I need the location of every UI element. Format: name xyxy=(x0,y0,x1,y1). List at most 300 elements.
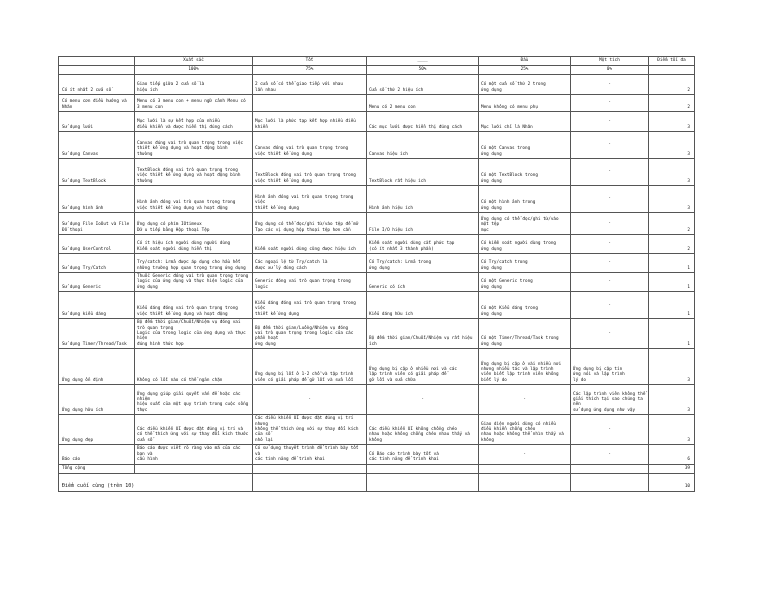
cell-text: Các điều khiển UI không chồng chéo xyxy=(369,427,457,433)
cell-text: Ứng dụng bị cập ở nhiều nơi và các xyxy=(369,367,457,373)
criterion-text: Sử dụng Timer/Thread/Task xyxy=(62,341,127,347)
cell-text: - xyxy=(523,397,526,403)
level-cell xyxy=(479,292,571,319)
cell-text: ứng nói và lập trình xyxy=(573,372,625,378)
level-cell xyxy=(253,415,367,445)
cell-text: Ứng dụng có phím IOtimeux xyxy=(137,222,202,228)
level-cell xyxy=(135,292,253,319)
rubric-row xyxy=(59,273,695,292)
cell-text: Có một TextBlock trong xyxy=(481,173,538,179)
score-cell: 1 xyxy=(649,319,695,349)
score-cell: 6 xyxy=(649,445,695,464)
level-cell xyxy=(135,75,253,95)
level-cell xyxy=(135,273,253,292)
cell-text: - xyxy=(608,196,611,202)
cell-text: Các điều khiển UI được đặt đúng vị trí nhưng xyxy=(255,416,354,427)
cell-text: Có một hình ảnh trong xyxy=(481,200,536,206)
cell-text: Ứng dụng có thể đọc/ghi từ/vào một tệp xyxy=(481,216,559,228)
level-cell xyxy=(367,186,479,213)
rubric-row xyxy=(59,235,695,254)
level-cell xyxy=(135,319,253,349)
rubric-row xyxy=(59,292,695,319)
criterion-text: Báo cáo xyxy=(62,457,81,463)
criterion-cell xyxy=(59,95,135,112)
cell-text: Kiểu dáng đóng vai trò quan trọng trong xyxy=(137,306,238,312)
cell-text: Mục lưới chỉ là Nhãn xyxy=(481,124,533,130)
cell-text: Có một Kiểu dáng trong xyxy=(481,306,538,312)
cell-text: - xyxy=(608,220,611,226)
level-cell xyxy=(135,349,253,385)
cell-text: Logic của trong logic của ứng dụng và thực hiện xyxy=(137,331,246,342)
rubric-table xyxy=(58,56,695,492)
cell-text: TextBlock rất hiệu ích xyxy=(369,178,426,184)
level-cell xyxy=(367,292,479,319)
level-cell xyxy=(135,445,253,464)
cell-text: - xyxy=(608,302,611,308)
cell-text: thiết kế ứng dụng và hoạt động bình xyxy=(137,146,228,152)
level-cell xyxy=(253,75,367,95)
cell-text: Canvas đúng vai trò quan trọng trong việc xyxy=(137,140,244,146)
level-cell xyxy=(571,112,649,132)
level-cell xyxy=(253,235,367,254)
cell-text: hiệu ích xyxy=(137,87,158,93)
cell-text: cấu hình xyxy=(137,457,158,463)
score-cell: 1 xyxy=(649,292,695,319)
cell-text: ứng dụng xyxy=(481,284,502,290)
cell-text: Các điều khiển UI được đặt đúng vị trí và xyxy=(137,427,244,433)
header-level: Xuất sắc xyxy=(135,57,253,66)
level-cell xyxy=(571,273,649,292)
level-cell xyxy=(571,159,649,186)
criterion-text: Ứng dụng đẹp xyxy=(62,437,94,443)
cell-text: Generic có ích xyxy=(369,284,406,290)
cell-text: Canvas đóng vai trò quan trọng trong xyxy=(255,146,349,152)
total-label: Tổng cộng xyxy=(59,464,135,473)
level-cell xyxy=(367,112,479,132)
cell-text: Menu không có menu phụ xyxy=(481,104,538,110)
level-cell xyxy=(479,445,571,464)
level-cell xyxy=(571,445,649,464)
cell-text: Generic đóng vai trò quan trọng trong xyxy=(255,279,351,285)
score-cell: 2 xyxy=(649,235,695,254)
cell-text: Kiểu dáng hữu ích xyxy=(369,311,413,317)
cell-text: các tính năng để trình khai xyxy=(369,457,439,463)
cell-text: - xyxy=(308,397,311,403)
cell-text: Các lập trình viên không thể xyxy=(573,391,646,397)
criterion-cell xyxy=(59,254,135,273)
cell-text: - xyxy=(608,81,611,87)
level-cell xyxy=(135,95,253,112)
criterion-cell xyxy=(59,235,135,254)
cell-text: Dữ u tiếp bằng Hộp thoại Tệp xyxy=(137,227,210,233)
level-cell xyxy=(253,349,367,385)
cell-text: Có Try/catch: Lrmả trong xyxy=(369,260,432,266)
level-cell xyxy=(479,415,571,445)
score-cell: 1 xyxy=(649,273,695,292)
rubric-row xyxy=(59,112,695,132)
total-score: 39 xyxy=(649,464,695,473)
cell-text: Giao diện người dùng có nhiều điều khiển chồng chéo xyxy=(481,421,557,433)
cell-text: hiệu suất của một quy trình trong cuộc sống thực xyxy=(137,402,249,413)
criterion-text: Sử dụng UserControl xyxy=(62,246,112,252)
cell-text: Ứng dụng có thể đọc/ghi từ/vào tệp để mở xyxy=(255,222,359,228)
cell-text: - xyxy=(523,451,526,457)
rubric-row xyxy=(59,415,695,445)
cell-text: Kiểm soát người dùng hiển thị xyxy=(137,246,213,252)
level-cell xyxy=(253,292,367,319)
cell-text: - xyxy=(608,169,611,175)
cell-text: thường xyxy=(137,178,153,184)
level-cell xyxy=(571,75,649,95)
level-cell xyxy=(135,132,253,159)
cell-text: Bộ đếm thời gian/Chuỗi/Nhiệm vụ rất hiệu ích xyxy=(369,336,473,347)
score-cell: 2 xyxy=(649,95,695,112)
score-cell: 3 xyxy=(649,112,695,132)
header-row-levels xyxy=(59,57,695,66)
cell-text: ứng dụng xyxy=(255,341,276,347)
header-level: Đầu xyxy=(479,57,571,66)
cell-text: Ứng dụng bị lỗi ở 1-2 chỗ và tập trình xyxy=(255,372,354,378)
criterion-cell xyxy=(59,159,135,186)
level-cell xyxy=(367,385,479,415)
criterion-cell xyxy=(59,385,135,415)
final-label: Điểm cuối cùng (trên 10) xyxy=(59,473,253,491)
cell-text: ứng dụng xyxy=(481,178,502,184)
level-cell xyxy=(253,159,367,186)
criterion-cell xyxy=(59,319,135,349)
rubric-row xyxy=(59,349,695,385)
rubric-sheet xyxy=(58,56,694,492)
level-cell xyxy=(253,254,367,273)
level-cell xyxy=(571,213,649,235)
level-cell xyxy=(571,349,649,385)
level-cell xyxy=(571,132,649,159)
level-cell xyxy=(479,213,571,235)
cell-text: Thuốc Generic đóng vai trò quan trọng trong xyxy=(137,274,249,279)
level-cell xyxy=(479,254,571,273)
cell-text: ứng dụng xyxy=(481,341,502,347)
cell-text: File I/O hiệu ích xyxy=(369,227,413,233)
cell-text: Ứng dụng giúp giải quyết vấn đề hoặc các nhiệm xyxy=(137,391,241,403)
score-cell: 3 xyxy=(649,385,695,415)
cell-text: Menu có 3 menu con + menu ngữ cảnh Menu có 3 menu con xyxy=(137,99,246,110)
cell-text: ứng dụng xyxy=(481,246,502,252)
cell-text: - xyxy=(608,241,611,247)
cell-text: không thể thích ứng với sự thay đổi kích của sổ xyxy=(255,427,359,438)
rubric-row xyxy=(59,132,695,159)
level-cell xyxy=(367,132,479,159)
cell-text: Có một Timer/Thread/Task trong xyxy=(481,336,559,342)
cell-text: đúng hình thức hợp xyxy=(137,341,184,347)
header-level: ____ xyxy=(367,57,479,66)
cell-text: việc thiết kế ứng dụng xyxy=(255,151,312,157)
criterion-cell xyxy=(59,132,135,159)
criterion-text: Sử dụng Generic xyxy=(62,284,101,290)
cell-text: mục xyxy=(481,227,489,233)
cell-text: lý do xyxy=(573,377,586,383)
criterion-text: Sử dụng Try/Catch xyxy=(62,265,106,271)
level-cell xyxy=(253,385,367,415)
cell-text: Try/catch: Lrmả được áp dụng cho hầu hết xyxy=(137,260,241,266)
cell-text: giải thích tại sao chúng ta nên xyxy=(573,397,643,408)
header-percent: 50% xyxy=(367,66,479,75)
score-cell: 3 xyxy=(649,159,695,186)
cell-text: Có sử dụng thuyết trình để trình bày tốt và xyxy=(255,446,359,457)
level-cell xyxy=(253,319,367,349)
cell-text: - xyxy=(608,142,611,148)
level-cell xyxy=(367,349,479,385)
cell-text: những trường hợp quan trọng trong ứng dụng xyxy=(137,265,246,271)
level-cell xyxy=(253,445,367,464)
cell-text: Tạo các vị dụng hộp thoại tệp hơn cần xyxy=(255,227,351,233)
level-cell xyxy=(479,132,571,159)
header-level: Tốt xyxy=(253,57,367,66)
level-cell xyxy=(135,235,253,254)
level-cell xyxy=(571,319,649,349)
criterion-cell xyxy=(59,415,135,445)
header-percent: 0% xyxy=(571,66,649,75)
cell-text: Mục lưới là sự kết hợp của nhiều xyxy=(137,119,220,125)
criterion-text: Sử dụng TextBlock xyxy=(62,178,106,184)
criterion-text: Đồ thoại xyxy=(62,227,83,233)
cell-text: 2 cửa số có thể giao tiếp với nhau xyxy=(255,82,343,88)
level-cell xyxy=(135,254,253,273)
score-cell: 2 xyxy=(649,75,695,95)
level-cell xyxy=(253,112,367,132)
cell-text: việc thiết kế ứng dụng và hoạt động xyxy=(137,311,228,317)
cell-text: (có ít nhất 3 thành phần) xyxy=(369,246,434,252)
score-cell: 2 xyxy=(649,213,695,235)
criterion-cell xyxy=(59,75,135,95)
cell-text: Có một Canvas trong xyxy=(481,146,531,152)
criterion-cell xyxy=(59,349,135,385)
level-cell xyxy=(571,415,649,445)
cell-text: Cửa số thứ 2 hiệu ích xyxy=(369,87,424,93)
level-cell xyxy=(253,213,367,235)
cell-text: - xyxy=(608,451,611,457)
cell-text: lần nhau xyxy=(255,87,276,93)
criterion-text: Sử dụng File IoOut và File xyxy=(62,222,130,228)
cell-text: Có một cửa số thứ 2 trong xyxy=(481,82,546,88)
cell-text: Các ngoại lệ từ Try/catch là xyxy=(255,260,328,266)
level-cell xyxy=(135,415,253,445)
cell-text: gỡ lỗi và sửa chữa xyxy=(369,377,416,383)
criterion-cell xyxy=(59,445,135,464)
level-cell xyxy=(571,292,649,319)
cell-text: Có kiểm soát người dùng trong xyxy=(481,241,557,247)
cell-text: nhau hoặc không chồng chéo nhau thấy và xyxy=(369,432,470,438)
level-cell xyxy=(479,235,571,254)
cell-text: ứng dụng xyxy=(481,87,502,93)
cell-text: - xyxy=(421,397,424,403)
cell-text: - xyxy=(608,279,611,285)
cell-text: Có Báo cáo trình bày tốt và xyxy=(369,451,439,457)
criterion-cell xyxy=(59,186,135,213)
score-cell: 3 xyxy=(649,186,695,213)
criterion-text: Sử dụng kiểu dáng xyxy=(62,311,106,317)
header-row-percents xyxy=(59,66,695,75)
cell-text: Hình ảnh đóng vai trò quan trọng trong việc xyxy=(255,194,354,206)
cell-text: - xyxy=(608,100,611,106)
cell-text: ứng dụng xyxy=(481,265,502,271)
level-cell xyxy=(367,273,479,292)
header-blank xyxy=(59,57,135,66)
level-cell xyxy=(571,254,649,273)
cell-text: Canvas hiệu ích xyxy=(369,151,408,157)
cell-text: nhau hoặc không thể nhìn thấy và không xyxy=(481,432,564,443)
level-cell xyxy=(571,385,649,415)
criterion-text: Sử dụng lưới xyxy=(62,124,94,130)
rubric-row xyxy=(59,254,695,273)
level-cell xyxy=(135,112,253,132)
cell-text: Hình ảnh hiệu ích xyxy=(369,205,413,211)
level-cell xyxy=(135,186,253,213)
cell-text: việc thiết kế ứng dụng xyxy=(255,178,312,184)
cell-text: Bộ đếm thời gian/Luồng/Nhiệm vụ đóng xyxy=(255,325,349,331)
level-cell xyxy=(367,445,479,464)
level-cell xyxy=(253,132,367,159)
header-percent: 75% xyxy=(253,66,367,75)
criterion-text: Sử dụng Canvas xyxy=(62,151,99,157)
level-cell xyxy=(135,159,253,186)
cell-text: Hình ảnh đóng vai trò quan trọng trong xyxy=(137,200,236,206)
cell-text: ứng dụng xyxy=(369,265,390,271)
score-cell: 3 xyxy=(649,349,695,385)
cell-text: các tính năng để trình khai xyxy=(255,457,325,463)
criterion-cell xyxy=(59,213,135,235)
rubric-row xyxy=(59,385,695,415)
level-cell xyxy=(479,159,571,186)
cell-text: Ứng dụng bị cập tín xyxy=(573,367,623,373)
cell-text: Kiểu dáng đóng vai trò quan trọng trong việc xyxy=(255,301,356,312)
level-cell xyxy=(253,95,367,112)
rubric-row xyxy=(59,159,695,186)
cell-text: thường xyxy=(137,151,153,157)
cell-text: - xyxy=(608,260,611,266)
cell-text: sử dụng ứng dụng như vậy xyxy=(573,407,636,413)
cell-text: nhỏ lại xyxy=(255,437,274,443)
cell-text: vai trò quan trọng trong logic của các phần hoạt xyxy=(255,331,354,342)
level-cell xyxy=(479,112,571,132)
level-cell xyxy=(479,349,571,385)
level-cell xyxy=(479,186,571,213)
score-cell: 3 xyxy=(649,132,695,159)
level-cell xyxy=(571,186,649,213)
criterion-text: Ứng dụng ổn định xyxy=(62,377,104,383)
header-blank xyxy=(649,66,695,75)
criterion-text: Ứng dụng hữu ích xyxy=(62,407,104,413)
level-cell xyxy=(367,95,479,112)
cell-text: logic xyxy=(255,284,268,290)
header-blank xyxy=(59,66,135,75)
level-cell xyxy=(253,273,367,292)
cell-text: - xyxy=(608,331,611,337)
header-level: Một tích xyxy=(571,57,649,66)
header-percent: 25% xyxy=(479,66,571,75)
rubric-row xyxy=(59,95,695,112)
cell-text: ứng dụng xyxy=(481,205,502,211)
cell-text: Có Try/catch trong xyxy=(481,260,528,266)
rubric-body xyxy=(59,75,695,492)
cell-text: Báo cáo được viết rõ ràng vào mã của các bạn và xyxy=(137,446,241,457)
cell-text: không xyxy=(369,437,382,443)
criterion-text: Sử dụng hình ảnh xyxy=(62,205,104,211)
cell-text: ứng dụng xyxy=(481,151,502,157)
score-cell: 1 xyxy=(649,254,695,273)
cell-text: viên có giải pháp để gỡ lỗi và sửa lỗi xyxy=(255,377,354,383)
criterion-cell xyxy=(59,112,135,132)
cell-text: logic của ứng dụng và thực hiện logic của ứng dụng xyxy=(137,279,244,290)
cell-text: Có ít hiệu ích người dùng người dùng xyxy=(137,241,231,247)
total-row xyxy=(59,464,695,473)
cell-text: ứng dụng xyxy=(481,311,502,317)
cell-text: khiển xyxy=(255,124,268,130)
level-cell xyxy=(367,75,479,95)
criterion-cell xyxy=(59,292,135,319)
criterion-cell xyxy=(59,273,135,292)
level-cell xyxy=(479,319,571,349)
cell-text: TextBlock đóng vai trò quan trọng trong xyxy=(137,167,238,173)
rubric-row xyxy=(59,186,695,213)
cell-text: Có một Generic trong xyxy=(481,279,533,285)
level-cell xyxy=(571,95,649,112)
criterion-text: Có ít nhất 2 cửa số xyxy=(62,87,112,93)
level-cell xyxy=(367,235,479,254)
cell-text: - xyxy=(608,427,611,433)
cell-text: điều khiển và được hiển thị đúng cách xyxy=(137,124,233,130)
cell-text: thiết kế ứng dụng xyxy=(255,205,299,211)
score-cell: 3 xyxy=(649,415,695,445)
level-cell xyxy=(135,385,253,415)
cell-text: Bộ đếm thời gian/Chuỗi/Nhiệm vụ đóng vai trò quan trọng xyxy=(137,320,241,331)
level-cell xyxy=(367,213,479,235)
cell-text: Giao tiếp giữa 2 cửa số là xyxy=(137,82,205,88)
criterion-text: Có menu cơn điều hướng và xyxy=(62,99,127,105)
cell-text: Các mục lưới được hiển thị đúng cách xyxy=(369,124,463,130)
level-cell xyxy=(571,235,649,254)
level-cell xyxy=(367,319,479,349)
cell-text: lập trình viên có giải pháp để xyxy=(369,372,447,378)
cell-text: có thể thích ứng với sự thay đổi kích thước cửa sổ xyxy=(137,432,249,443)
level-cell xyxy=(479,385,571,415)
cell-text: TextBlock đóng vai trò quan trọng trong xyxy=(255,173,356,179)
criterion-text: Nhãn xyxy=(62,104,73,110)
cell-text: việc thiết kế ứng dụng và hoạt động xyxy=(137,205,228,211)
cell-text: Mục lưới là phức tạp kết hợp nhiều điều xyxy=(255,119,356,125)
level-cell xyxy=(253,186,367,213)
rubric-row xyxy=(59,75,695,95)
level-cell xyxy=(367,254,479,273)
level-cell xyxy=(479,273,571,292)
level-cell xyxy=(367,159,479,186)
cell-text: Không có lỗi nào có thể ngăn chặn xyxy=(137,377,223,383)
level-cell xyxy=(135,213,253,235)
header-max-score: Điểm tối đa xyxy=(649,57,695,66)
level-cell xyxy=(367,415,479,445)
rubric-row xyxy=(59,213,695,235)
cell-text: việc thiết kế ứng dụng và hoạt động bình xyxy=(137,173,241,179)
rubric-row xyxy=(59,319,695,349)
cell-text: Kiểm soát người dùng cắt phức tạp xyxy=(369,241,455,247)
cell-text: - xyxy=(608,118,611,124)
level-cell xyxy=(479,95,571,112)
rubric-row xyxy=(59,445,695,464)
cell-text: Kiểm soát người dùng cũng được hiệu ích xyxy=(255,246,356,252)
cell-text: viên biết lập trình viên không biết lý do xyxy=(481,372,559,383)
cell-text: Menu có 2 menu con xyxy=(369,104,416,110)
cell-text: Ứng dụng bị cập ở vài nhiều nơi nhưng nhiều tác và lập trình xyxy=(481,361,562,373)
header-percent: 100% xyxy=(135,66,253,75)
